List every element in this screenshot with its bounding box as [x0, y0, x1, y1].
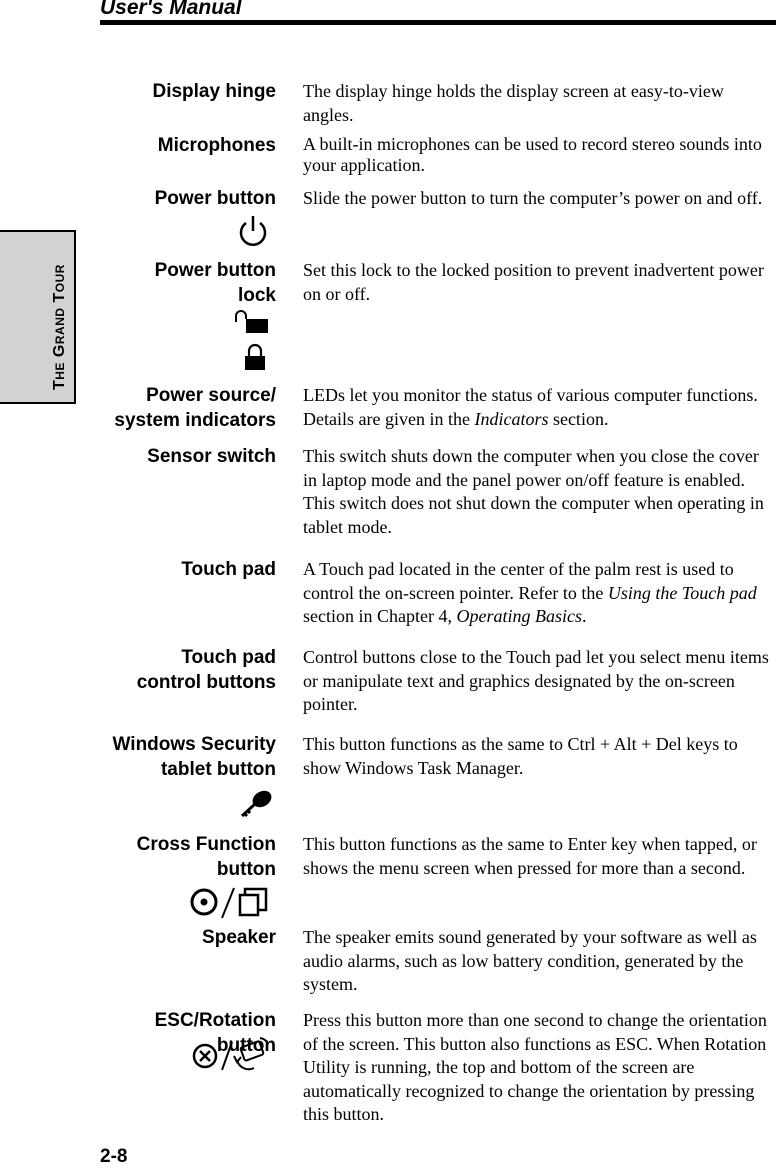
term-windows-security-button: Windows Security tablet button	[112, 734, 276, 780]
desc-cross-function-button: This button functions as the same to Enter key when tapped, or shows the menu screen when pressed for more than a second.	[303, 834, 757, 878]
desc-microphones: A built-in microphones can be used to record stereo sounds into your application.	[303, 134, 762, 175]
term-touch-pad-control-buttons: Touch pad control buttons	[136, 647, 276, 693]
unlocked-padlock-icon	[232, 308, 272, 334]
desc-esc-rotation-button: Press this button more than one second to change the orientation of the screen. This button also functions as ESC. When Rotation Utility is running, the top and bottom of the screen are automatically recognized to change the orientation by pressing this button.	[303, 1010, 767, 1124]
term-power-button: Power button	[154, 188, 276, 209]
desc-speaker: The speaker emits sound generated by your software as well as audio alarms, such as low battery condition, generated by the system.	[303, 927, 757, 994]
term-display-hinge: Display hinge	[152, 81, 276, 102]
term-power-source-indicators: Power source/ system indicators	[114, 385, 276, 431]
desc-power-button-lock: Set this lock to the locked position to prevent inadvertent power on or off.	[303, 260, 764, 304]
desc-touch-pad: A Touch pad located in the center of the palm rest is used to control the on-screen pointer. Refer to the Using the Touch pad section in Chapter 4, Operating Basics.	[303, 559, 757, 626]
term-esc-rotation-button: ESC/Rotation button	[154, 1010, 276, 1056]
term-cross-function-button: Cross Function button	[136, 834, 276, 880]
term-speaker: Speaker	[202, 927, 276, 948]
desc-windows-security-button: This button functions as the same to Ctrl + Alt + Del keys to show Windows Task Manager.	[303, 734, 738, 778]
key-icon	[238, 789, 274, 819]
desc-touch-pad-control-buttons: Control buttons close to the Touch pad let you select menu items or manipulate text and graphics designated by the on-screen pointer.	[303, 647, 769, 714]
locked-padlock-icon	[243, 343, 267, 371]
term-sensor-switch: Sensor switch	[147, 446, 276, 467]
manual-title: User's Manual	[100, 0, 242, 19]
desc-sensor-switch: This switch shuts down the computer when you close the cover in laptop mode and the panel power on/off feature is enabled. This switch does not shut down the computer when operating in tablet mode.	[303, 446, 764, 537]
cross-function-icon	[188, 884, 274, 922]
term-microphones: Microphones	[157, 135, 276, 156]
term-touch-pad: Touch pad	[181, 559, 276, 580]
chapter-side-tab-label: THE GRAND TOUR	[51, 264, 68, 390]
power-icon	[236, 214, 270, 248]
desc-display-hinge: The display hinge holds the display screen at easy-to-view angles.	[303, 81, 724, 125]
term-power-button-lock: Power button lock	[154, 260, 276, 306]
esc-rotation-icon	[190, 1036, 276, 1074]
desc-power-source-indicators: LEDs let you monitor the status of various computer functions. Details are given in the Indicators section.	[303, 385, 758, 429]
desc-power-button: Slide the power button to turn the computer’s power on and off.	[303, 188, 763, 208]
page-number: 2-8	[100, 1146, 128, 1167]
header-rule	[100, 20, 776, 25]
